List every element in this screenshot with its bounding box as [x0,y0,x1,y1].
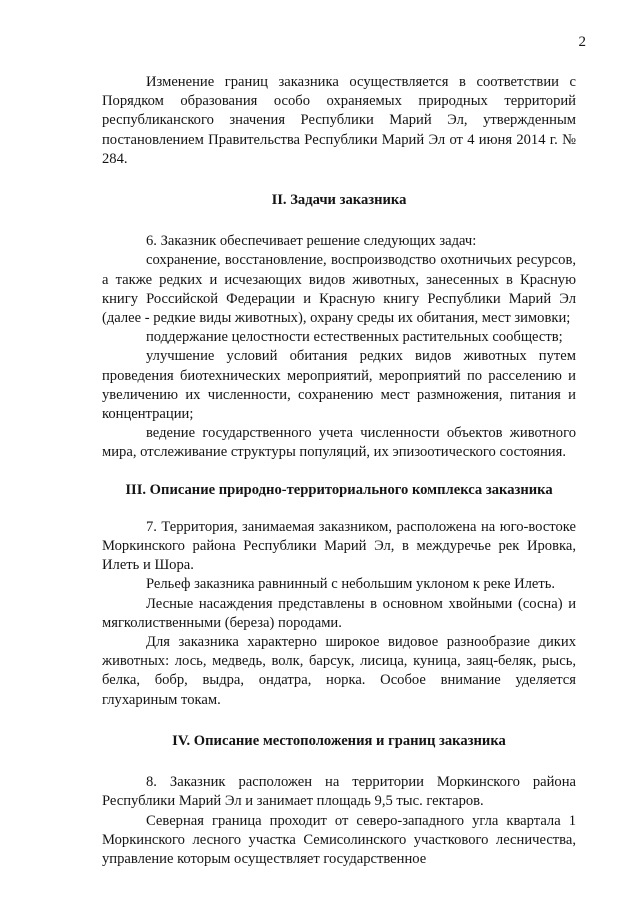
section-heading-description: III. Описание природно-территориального комплекса заказника [125,481,553,498]
paragraph: Северная граница проходит от северо-западного угла квартала 1 Моркинского лесного участка Семисолинского участкового лесничества, управление которым осуществляет государственное [102,812,576,867]
paragraph: 7. Территория, занимаемая заказником, расположена на юго-востоке Моркинского района Республики Марий Эл, в междуречье рек Ировка, Илеть и Шора. [102,518,576,574]
paragraph: Рельеф заказника равнинный с небольшим уклоном к реке Илеть. [146,576,556,593]
section-heading-location: IV. Описание местоположения и границ заказника [172,732,506,749]
document-body [102,73,576,869]
intro-paragraph: Изменение границ заказника осуществляется в соответствии с Порядком образования особо охраняемых природных территорий республиканского значения Республики Марий Эл, утвержденным постановлением Правительства Республики Марий Эл от 4 июня 2014 г. № 284. [102,74,576,167]
paragraph: ведение государственного учета численности объектов животного мира, отслеживание структуры популяций, их эпизоотического состояния. [102,425,576,461]
paragraph: поддержание целостности естественных растительных сообществ; [146,329,563,346]
page-number: 2 [578,34,586,50]
section-heading-tasks: II. Задачи заказника [271,192,407,209]
paragraph: улучшение условий обитания редких видов животных путем проведения биотехнических мероприятий, мероприятий по расселению и увеличению их численности, сохранению мест размножения, питания и концентрации; [102,348,576,423]
paragraph: Лесные насаждения представлены в основном хвойными (сосна) и мягколиственными (береза) породами. [102,595,576,631]
paragraph: сохранение, восстановление, воспроизводство охотничьих ресурсов, а также редких и исчезающих видов животных, занесенных в Красную книгу Российской Федерации и Красную книгу Республики Марий Эл (далее - редкие виды животных), охрану среды их обитания, мест зимовки; [102,252,576,327]
paragraph: Для заказника характерно широкое видовое разнообразие диких животных: лось, медведь, волк, барсук, лисица, куница, заяц-беляк, рысь, белка, бобр, выдра, ондатра, норка. Особое внимание уделяется глухариным токам. [102,634,576,708]
paragraph: 6. Заказник обеспечивает решение следующих задач: [146,233,477,250]
paragraph: 8. Заказник расположен на территории Моркинского района Республики Марий Эл и занимает площадь 9,5 тыс. гектаров. [102,774,576,810]
